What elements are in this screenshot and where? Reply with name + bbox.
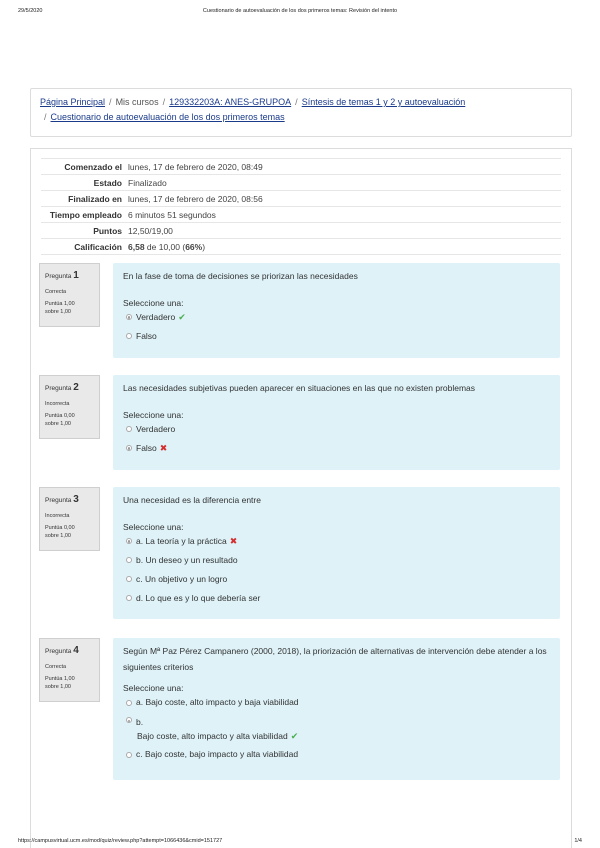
- question-content: [113, 487, 560, 619]
- breadcrumb-course-link[interactable]: 129332203A: ANES-GRUPOA: [169, 97, 292, 107]
- breadcrumb-separator: /: [295, 97, 298, 107]
- summary-value: [126, 239, 561, 255]
- breadcrumb-my-courses: Mis cursos: [115, 97, 159, 107]
- print-page-number: 1/4: [574, 838, 582, 844]
- question-state: Incorrecta: [45, 512, 70, 519]
- breadcrumb-quiz-link[interactable]: Cuestionario de autoevaluación de los dos primeros temas: [50, 112, 285, 122]
- question-label: Pregunta: [45, 385, 72, 392]
- answer-option[interactable]: [123, 570, 550, 589]
- radio-button[interactable]: [126, 557, 132, 563]
- summary-row-finished: [41, 191, 561, 207]
- question-number: 1: [73, 270, 79, 281]
- breadcrumb-home-link[interactable]: Página Principal: [40, 97, 106, 107]
- question-max-grade: sobre 1,00: [45, 533, 71, 540]
- answer-prompt: Seleccione una:: [123, 297, 184, 308]
- breadcrumb-separator: /: [44, 112, 47, 122]
- grade-score: 6,58: [128, 241, 145, 252]
- attempt-summary-table: [41, 158, 561, 255]
- question-text: Según Mª Paz Pérez Campanero (2000, 2018), la priorización de alternativas de intervención debe atender a los siguientes criterios: [123, 646, 547, 672]
- radio-button-selected[interactable]: [126, 538, 132, 544]
- summary-value: 12,50/19,00: [128, 225, 173, 236]
- answer-option[interactable]: [123, 745, 550, 764]
- question-max-grade: sobre 1,00: [45, 309, 71, 316]
- incorrect-cross-icon: ✖: [159, 442, 168, 453]
- summary-row-time: [41, 207, 561, 223]
- question-max-grade: sobre 1,00: [45, 421, 71, 428]
- question-state: Correcta: [45, 663, 67, 670]
- correct-check-icon: ✔: [290, 731, 299, 742]
- answer-option[interactable]: [123, 693, 550, 712]
- answer-prompt: Seleccione una:: [123, 521, 184, 532]
- question-label: Pregunta: [45, 648, 72, 655]
- question-grade: Puntúa 1,00: [45, 676, 75, 683]
- question-info: [39, 263, 100, 327]
- radio-button[interactable]: [126, 700, 132, 706]
- answer-option-text: Bajo coste, alto impacto y alta viabilidad: [137, 731, 288, 742]
- summary-value: lunes, 17 de febrero de 2020, 08:49: [128, 161, 263, 172]
- radio-button[interactable]: [126, 333, 132, 339]
- summary-label: Estado: [93, 177, 122, 188]
- question-grade: Puntúa 1,00: [45, 301, 75, 308]
- answer-option-text: Verdadero: [136, 311, 176, 322]
- answer-option-text: c. Bajo coste, bajo impacto y alta viabilidad: [136, 749, 299, 760]
- summary-value: lunes, 17 de febrero de 2020, 08:56: [128, 193, 263, 204]
- question-info: [39, 487, 100, 551]
- question-content: [113, 263, 560, 358]
- incorrect-cross-icon: ✖: [229, 535, 238, 546]
- breadcrumb: [30, 88, 572, 137]
- question-number: 4: [73, 645, 79, 656]
- radio-button-selected[interactable]: [126, 314, 132, 320]
- summary-row-points: [41, 223, 561, 239]
- question-number: 2: [73, 382, 79, 393]
- radio-button[interactable]: [126, 595, 132, 601]
- question-state: Incorrecta: [45, 400, 70, 407]
- summary-row-started: [41, 159, 561, 175]
- answer-prompt: Seleccione una:: [123, 409, 184, 420]
- summary-label: Puntos: [93, 225, 122, 236]
- question-grade: Puntúa 0,00: [45, 413, 75, 420]
- print-title: Cuestionario de autoevaluación de los dos primeros temas: Revisión del intento: [202, 8, 398, 14]
- grade-mid: de 10,00 (: [144, 241, 186, 252]
- summary-row-grade: [41, 239, 561, 255]
- radio-button[interactable]: [126, 576, 132, 582]
- answer-option-text: Verdadero: [136, 423, 176, 434]
- answer-option[interactable]: [123, 327, 550, 346]
- question-grade: Puntúa 0,00: [45, 525, 75, 532]
- question-text: Las necesidades subjetivas pueden aparecer en situaciones en las que no existen problemas: [123, 383, 476, 393]
- summary-label: Tiempo empleado: [49, 209, 122, 220]
- breadcrumb-section-link[interactable]: Síntesis de temas 1 y 2 y autoevaluación: [301, 97, 466, 107]
- question-text: En la fase de toma de decisiones se priorizan las necesidades: [123, 271, 358, 281]
- correct-check-icon: ✔: [178, 311, 186, 322]
- summary-label: Finalizado en: [68, 193, 122, 204]
- answer-option-letter: b.: [136, 717, 144, 728]
- answer-option[interactable]: [123, 712, 550, 743]
- summary-label: Comenzado el: [64, 161, 122, 172]
- question-label: Pregunta: [45, 497, 72, 504]
- summary-label: Calificación: [74, 241, 122, 252]
- grade-percent: 66%: [185, 241, 203, 252]
- print-date: 29/5/2020: [18, 8, 43, 14]
- answer-prompt: Seleccione una:: [123, 683, 184, 694]
- answer-option[interactable]: [123, 532, 550, 551]
- answer-option-text: c. Un objetivo y un logro: [136, 573, 228, 584]
- radio-button[interactable]: [126, 752, 132, 758]
- radio-button-selected[interactable]: [126, 445, 132, 451]
- answer-option-text: a. Bajo coste, alto impacto y baja viabilidad: [136, 697, 299, 708]
- print-url: https://campusvirtual.ucm.es/mod/quiz/review.php?attempt=1066436&cmid=151727: [18, 838, 223, 844]
- answer-option-text: Falso: [136, 442, 157, 453]
- breadcrumb-separator: /: [162, 97, 166, 107]
- answer-option-text: Falso: [136, 330, 157, 341]
- question-info: [39, 375, 100, 439]
- question-info: [39, 638, 100, 702]
- breadcrumb-separator: /: [109, 97, 112, 107]
- radio-button[interactable]: [126, 426, 132, 432]
- answer-option-text: d. Lo que es y lo que debería ser: [136, 592, 261, 603]
- answer-option[interactable]: [123, 589, 550, 608]
- answer-option[interactable]: [123, 308, 550, 327]
- answer-option-text: b. Un deseo y un resultado: [136, 554, 238, 565]
- answer-option[interactable]: [123, 420, 550, 439]
- question-state: Correcta: [45, 288, 67, 295]
- radio-button-selected[interactable]: [126, 717, 132, 723]
- answer-option-text: a. La teoría y la práctica: [136, 535, 227, 546]
- answer-option[interactable]: [123, 439, 550, 458]
- question-number: 3: [73, 494, 79, 505]
- question-content: [113, 638, 560, 780]
- question-text: Una necesidad es la diferencia entre: [123, 495, 261, 505]
- question-max-grade: sobre 1,00: [45, 684, 71, 691]
- summary-value: 6 minutos 51 segundos: [128, 209, 216, 220]
- answer-option[interactable]: [123, 551, 550, 570]
- grade-end: ): [202, 241, 206, 252]
- summary-value: Finalizado: [128, 177, 167, 188]
- summary-row-state: [41, 175, 561, 191]
- question-content: [113, 375, 560, 470]
- question-label: Pregunta: [45, 273, 72, 280]
